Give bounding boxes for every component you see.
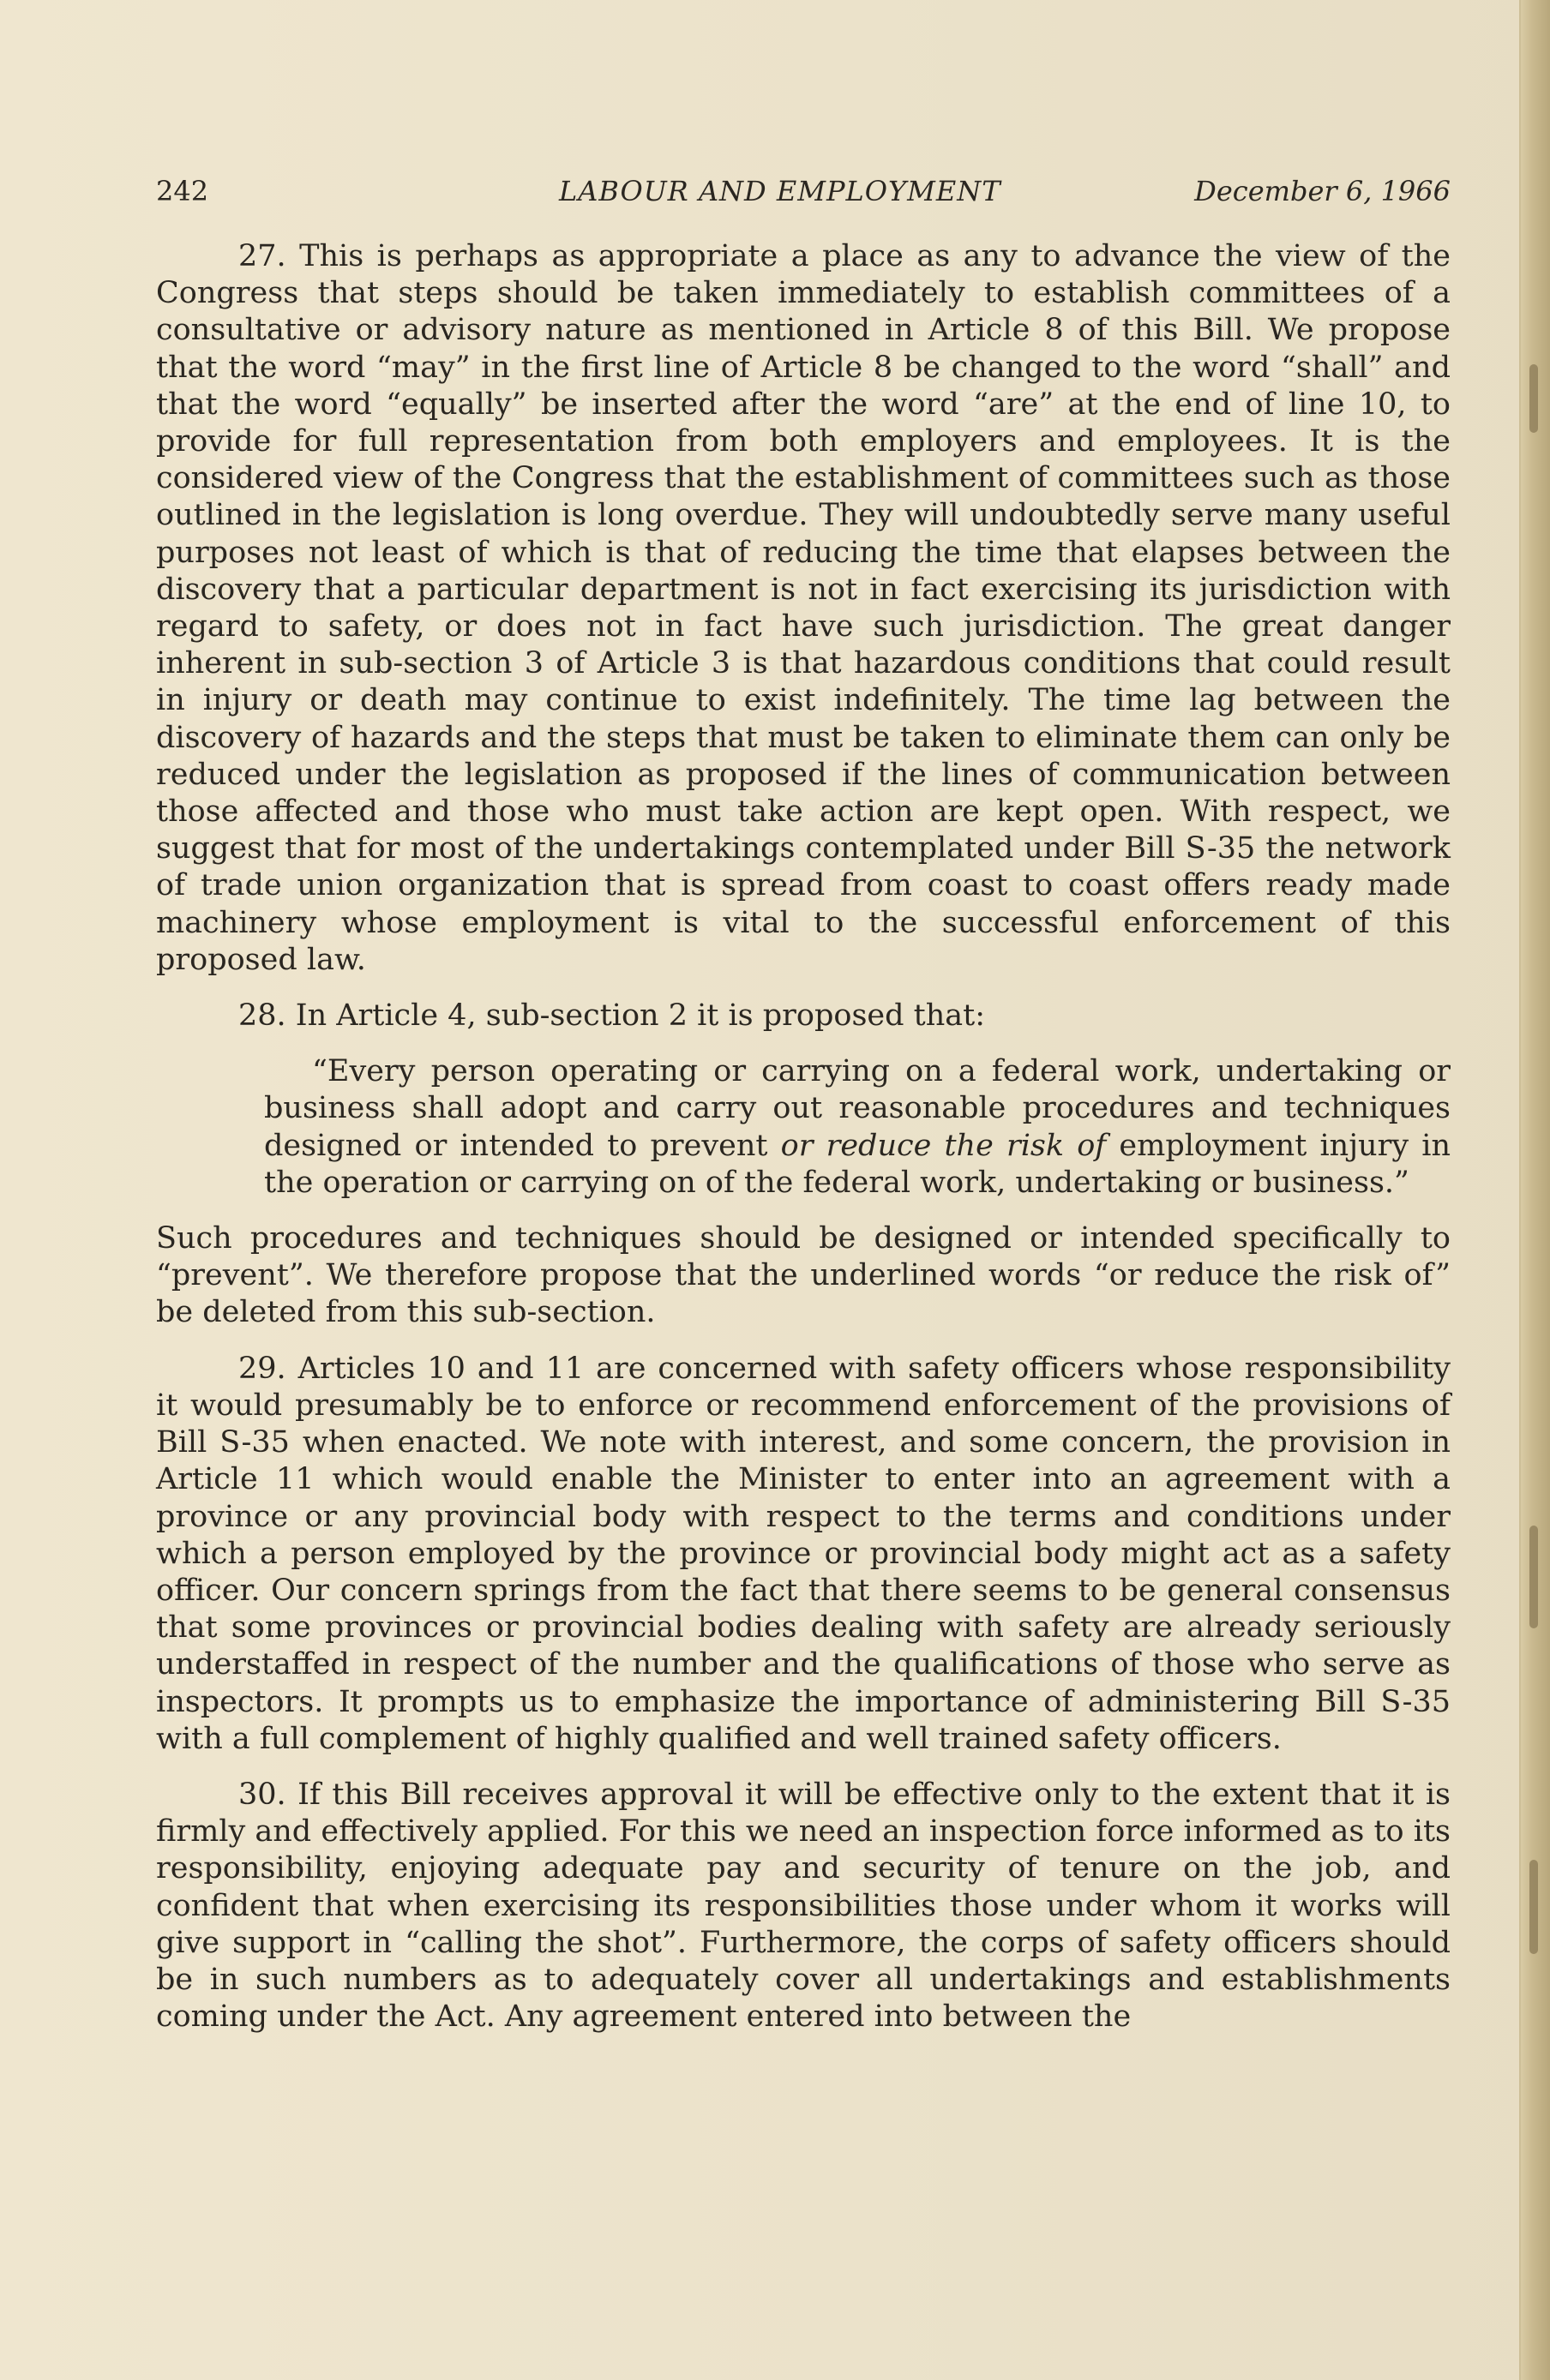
binding-mark [1529,1860,1538,1954]
binding-mark [1529,1526,1538,1628]
binding-mark [1529,364,1538,433]
quote-text-after: employment injury in the operation or carrying on of the federal work, undertaking or business.” [264,1128,1451,1200]
quote-text-before: “Every person operating or carrying on a federal work, undertaking or business shall adopt and carry out reasonable procedures and techniques designed or intended to prevent [264,1054,1451,1163]
page-number: 242 [156,175,209,207]
quote-emphasis: or reduce the risk of [780,1128,1107,1163]
running-title: LABOUR AND EMPLOYMENT [559,175,1001,207]
block-quote [264,1053,1451,1202]
paragraph-28: 28. In Article 4, sub-section 2 it is proposed that: [238,998,985,1034]
paragraph-29: 29. Articles 10 and 11 are concerned with safety officers whose responsibility it would presumably be to enforce or recommend enforcement of the provisions of Bill S-35 when enacted. We note with interest, and some concern, the provision in Article 11 which would enable the Minister to enter into an agreement with a province or any provincial body with respect to the terms and conditions under which a person employed by the province or provincial body might act as a safety officer. Our concern springs from the fact that there seems to be general consensus that some provinces or provincial bodies dealing with safety are already seriously understaffed in respect of the number and the qualifications of those who serve as inspectors. It prompts us to emphasize the importance of administering Bill S-35 with a full complement of highly qualified and well trained safety officers. [156,1351,1451,1756]
header-date: December 6, 1966 [1194,175,1451,207]
document-body [156,238,1451,2054]
paragraph-continuation: Such procedures and techniques should be designed or intended specifically to “prevent”. We therefore propose that the underlined words “or reduce the risk of” be deleted from this sub-section. [156,1221,1451,1330]
page-header [156,170,1451,213]
page-edge [1519,0,1550,2380]
paragraph-27: 27. This is perhaps as appropriate a place as any to advance the view of the Congress that steps should be taken immediately to establish committees of a consultative or advisory nature as mentioned in Article 8 of this Bill. We propose that the word “may” in the first line of Article 8 be changed to the word “shall” and that the word “equally” be inserted after the word “are” at the end of line 10, to provide for full representation from both employers and employees. It is the considered view of the Congress that the establishment of committees such as those outlined in the legislation is long overdue. They will undoubtedly serve many useful purposes not least of which is that of reducing the time that elapses between the discovery that a particular department is not in fact exercising its jurisdiction with regard to safety, or does not in fact have such jurisdiction. The great danger inherent in sub-section 3 of Article 3 is that hazardous conditions that could result in injury or death may continue to exist indefinitely. The time lag between the discovery of hazards and the steps that must be taken to eliminate them can only be reduced under the legislation as proposed if the lines of communication between those affected and those who must take action are kept open. With respect, we suggest that for most of the undertakings contemplated under Bill S-35 the network of trade union organization that is spread from coast to coast offers ready made machinery whose employment is vital to the successful enforcement of this proposed law. [156,239,1451,977]
paragraph-30: 30. If this Bill receives approval it will be effective only to the extent that it is firmly and effectively applied. For this we need an inspection force informed as to its responsibility, enjoying adequate pay and security of tenure on the job, and confident that when exercising its responsibilities those under whom it works will give support in “calling the shot”. Furthermore, the corps of safety officers should be in such numbers as to adequately cover all undertakings and establishments coming under the Act. Any agreement entered into between the [156,1777,1451,2035]
